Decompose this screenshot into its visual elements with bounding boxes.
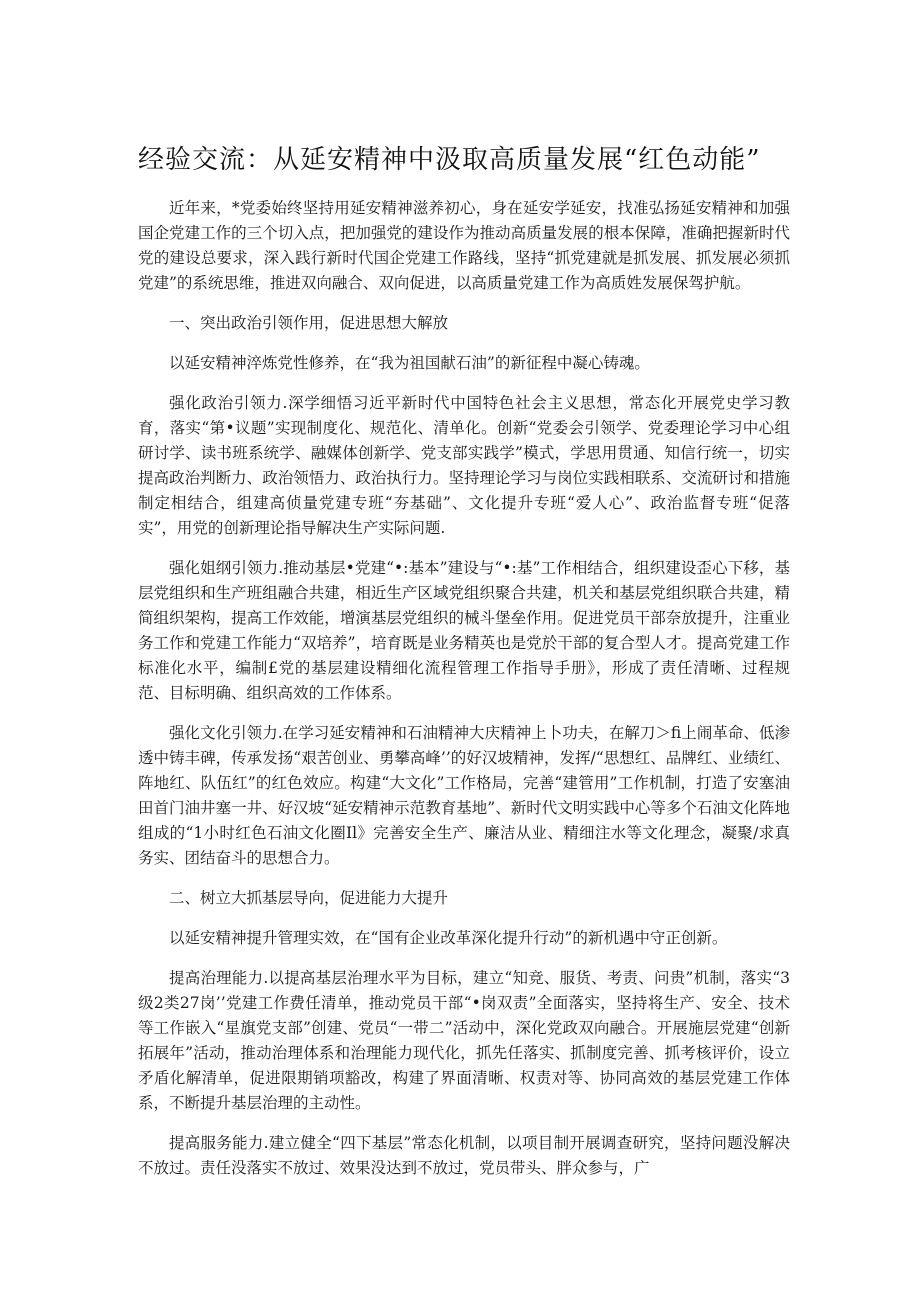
paragraph-cultural-leadership: 强化文化引领力.在学习延安精神和石油精神大庆精神上卜功夫，在解刀＞fi上闹革命、低渗透中铸丰碑，传承发扬“艰苦创业、勇攀高峰’’的好汉坡精神，发挥/“思想红、品牌红、业绩红、阵地红、队伍红”的红色效应。构建“大文化”工作格局，完善“建管用”工作机制，打造了安塞油田首门油井塞一井、好汉坡“延安精神示范教育基地”、新时代文明实践中心等多个石油文化阵地组成的“1小时红色石油文化圈Il》完善安全生产、廉洁从业、精细注水等文化理念，凝聚/求真务实、团结奋斗的思想合力。 <box>138 724 790 867</box>
section-heading-2: 二、树立大抓基层导向，促进能力大提升 <box>169 889 449 907</box>
section-heading-1: 一、突出政治引领作用，促进思想大解放 <box>169 314 449 332</box>
section-1-lead: 以延安精神淬炼党性修养，在“我为祖国献石油”的新征程中凝心铸魂。 <box>169 354 650 372</box>
section-2-lead: 以延安精神提升管理实效，在“国有企业改革深化提升行动”的新机遇中守正创新。 <box>169 929 728 947</box>
intro-paragraph: 近年来，*党委始终坚持用延安精神滋养初心，身在延安学延安，找准弘扬延安精神和加强国企党建工作的三个切入点，把加强党的建设作为推动高质量发展的根本保障，准确把握新时代党的建设总要求，深入践行新时代国企党建工作路线，坚持“抓党建就是抓发展、抓发展必须抓党建”的系统思维，推进双向融合、双向促进，以高质量党建工作为高质姓发展保驾护航。 <box>138 199 790 292</box>
paragraph-governance-capacity: 提高治理能力.以提高基层治理水平为目标，建立“知竞、服货、考责、问贵”机制，落实“3级2类27岗’’党建工作费任清单，推动党员干部“•岗双责”全面落实，坚持将生产、安全、技术等工作嵌入“星旗党支部”创建、党员“一带二”活动中，深化党政双向融合。开展施层党建“创新拓展年”活动，推动治理体系和治理能力现代化，抓先任落实、抓制度完善、抓考核评价，设立矛盾化解清单，促进限期销项豁改，构建了界面清晰、权责对等、协同高效的基层党建工作体系，不断提升基层治理的主动性。 <box>138 969 790 1112</box>
document-title: 经验交流：从延安精神中汲取高质量发展“红色动能” <box>138 145 761 175</box>
document-body <box>138 196 790 1196</box>
paragraph-service-capacity: 提高服务能力.建立健全“四下基层”常态化机制，以项目制开展调查研究，坚持问题没解决不放过。责任没落实不放过、效果没达到不放过，党员带头、胖众参与，广 <box>138 1134 790 1177</box>
paragraph-political-leadership: 强化政治引领力.深学细悟习近平新时代中国特色社会主义思想，常态化开展党史学习教育，落实“第•议题”实现制度化、规范化、清单化。创新“党委会引领学、党委理论学习中心组研讨学、读书班系统学、融媒体创新学、党支部实践学”模式，学思用贯通、知信行统一，切实提高政治判断力、政治领悟力、政治执行力。坚持理论学习与岗位实践相联系、交流研讨和措施制定相结合，组建高侦量党建专班“夯基础”、文化提升专班“爱人心”、政治监督专班“促落实”，用党的创新理论指导解决生产实际问题. <box>138 394 790 537</box>
paragraph-organizational-leadership: 强化姐纲引领力.推动基层•党建“•:基本”建设与“•:基”工作相结合，组织建设歪心下移，基层党组织和生产班组融合共建，相近生产区域党组织聚合共建，机关和基层党组织联合共建，精简组织架构，提高工作效能，增演基层党组织的械斗堡垒作用。促进党员干部奈放提升，注重业务工作和党建工作能力“双培养”，培育既是业务精英也是党於干部的复合型人才。提高党建工作标准化水平，编制£党的基层建设精细化流程管理工作指导手册》，形成了责任清晰、过程规范、目标明确、组织高效的工作体系。 <box>138 559 790 702</box>
